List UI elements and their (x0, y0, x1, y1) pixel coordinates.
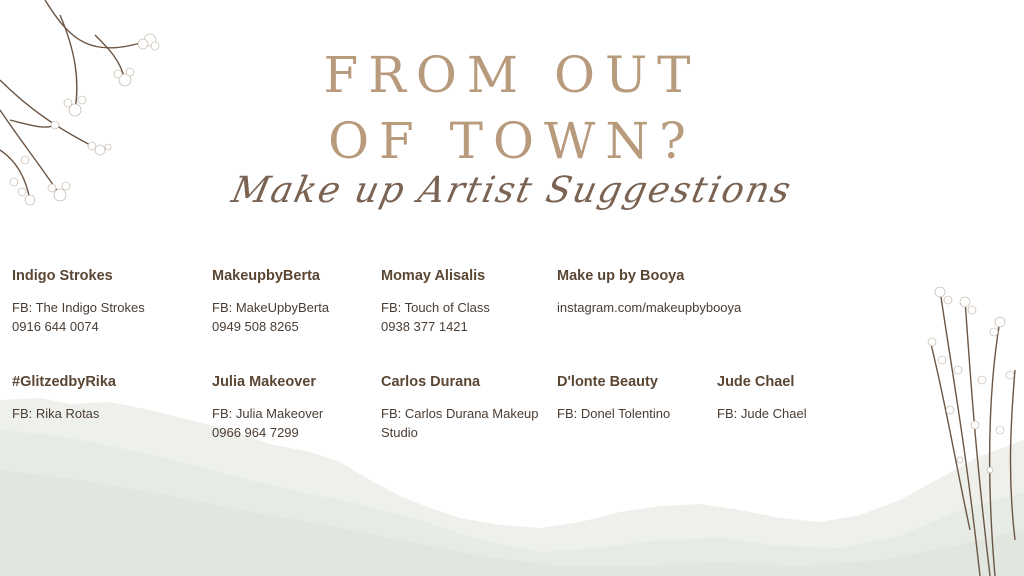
artist-contact: FB: Touch of Class (381, 300, 490, 315)
artist-contact: FB: Julia Makeover (212, 406, 324, 421)
artist-name: Indigo Strokes (12, 268, 113, 284)
artist-card-indigo-strokes (12, 268, 145, 336)
artist-card-glitzedbyrika (12, 374, 116, 423)
artist-contact: FB: Jude Chael (717, 406, 807, 421)
artist-contact: FB: Rika Rotas (12, 406, 100, 421)
artist-name: Julia Makeover (212, 374, 316, 390)
artist-card-momay-alisalis (381, 268, 490, 336)
artist-contact: FB: Carlos Durana Makeup (381, 406, 539, 421)
artist-phone: 0916 644 0074 (12, 319, 99, 334)
artist-contact: FB: Donel Tolentino (557, 406, 671, 421)
artist-contact-cont: Studio (381, 425, 418, 440)
artist-phone: 0938 377 1421 (381, 319, 468, 334)
dried-flower-branch-icon (920, 280, 1024, 576)
artist-name: #GlitzedbyRika (12, 374, 116, 390)
artist-name: Carlos Durana (381, 374, 481, 390)
artist-name: D'lonte Beauty (557, 374, 658, 390)
artist-card-makeupbyberta (212, 268, 329, 336)
title-line-1: FROM OUT (323, 46, 701, 104)
artist-contact: instagram.com/makeupbybooya (557, 300, 742, 315)
artist-phone: 0966 964 7299 (212, 425, 299, 440)
artist-phone: 0949 508 8265 (212, 319, 299, 334)
artist-card-make-up-by-booya (557, 268, 741, 317)
artist-card-jude-chael (717, 374, 807, 423)
artist-contact: FB: The Indigo Strokes (12, 300, 145, 315)
artist-name: Jude Chael (717, 374, 795, 390)
artist-contact: FB: MakeUpbyBerta (212, 300, 330, 315)
artist-card-dlonte-beauty (557, 374, 670, 423)
artist-card-carlos-durana (381, 374, 539, 442)
artist-name: Momay Alisalis (381, 268, 486, 284)
script-subtitle: Make up Artist Suggestions (228, 170, 796, 211)
artist-card-julia-makeover (212, 374, 323, 442)
artist-name: Make up by Booya (557, 268, 685, 284)
title-line-2: OF TOWN? (328, 112, 696, 170)
artist-name: MakeupbyBerta (212, 268, 320, 284)
